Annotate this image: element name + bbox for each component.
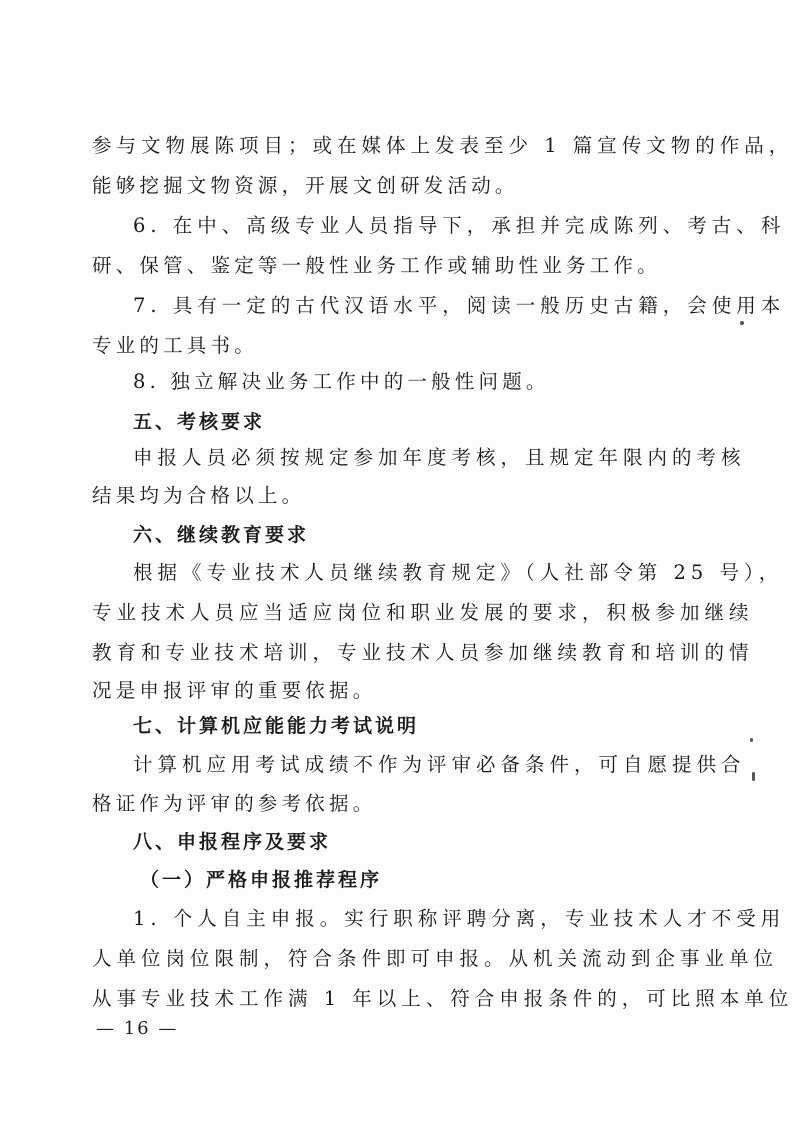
body-line: 研、保管、鉴定等一般性业务工作或辅助性业务工作。 bbox=[92, 254, 661, 277]
scan-speck bbox=[740, 321, 744, 325]
body-line: 专业的工具书。 bbox=[92, 334, 258, 357]
body-line: 参与文物展陈项目；或在媒体上发表至少 1 篇宣传文物的作品， bbox=[92, 134, 794, 157]
body-line: 专业技术人员应当适应岗位和职业发展的要求，积极参加继续 bbox=[92, 601, 754, 624]
section-heading-assessment: 五、考核要求 bbox=[133, 411, 266, 433]
body-line: 根据《专业技术人员继续教育规定》（人社部令第 25 号）， bbox=[133, 561, 784, 584]
list-item-7: 7. 具有一定的古代汉语水平，阅读一般历史古籍，会使用本 bbox=[133, 294, 786, 317]
body-line: 人单位岗位限制，符合条件即可申报。从机关流动到企事业单位 bbox=[92, 947, 779, 970]
list-item-8: 8. 独立解决业务工作中的一般性问题。 bbox=[133, 370, 550, 393]
body-line: 能够挖掘文物资源，开展文创研发活动。 bbox=[92, 174, 519, 197]
page-number: — 16 — bbox=[96, 1018, 179, 1039]
list-item-6: 6. 在中、高级专业人员指导下，承担并完成陈列、考古、科 bbox=[133, 214, 786, 237]
scan-speck bbox=[750, 738, 753, 742]
subsection-heading-recommendation: （一）严格申报推荐程序 bbox=[140, 869, 383, 891]
body-line: 从事专业技术工作满 1 年以上、符合申报条件的，可比照本单位 bbox=[92, 987, 794, 1010]
body-line: 格证作为评审的参考依据。 bbox=[92, 792, 377, 815]
scan-speck bbox=[752, 772, 755, 781]
body-line: 教育和专业技术培训，专业技术人员参加继续教育和培训的情 bbox=[92, 641, 754, 664]
list-item-1: 1. 个人自主申报。实行职称评聘分离，专业技术人才不受用 bbox=[133, 907, 786, 930]
body-line: 况是申报评审的重要依据。 bbox=[92, 679, 377, 702]
section-heading-procedure: 八、申报程序及要求 bbox=[133, 831, 332, 853]
section-heading-continuing-education: 六、继续教育要求 bbox=[133, 524, 310, 546]
body-line: 计算机应用考试成绩不作为评审必备条件，可自愿提供合 bbox=[133, 753, 746, 776]
body-line: 申报人员必须按规定参加年度考核，且规定年限内的考核 bbox=[133, 446, 746, 469]
section-heading-computer-exam: 七、计算机应能能力考试说明 bbox=[133, 715, 420, 737]
body-line: 结果均为合格以上。 bbox=[92, 484, 306, 507]
